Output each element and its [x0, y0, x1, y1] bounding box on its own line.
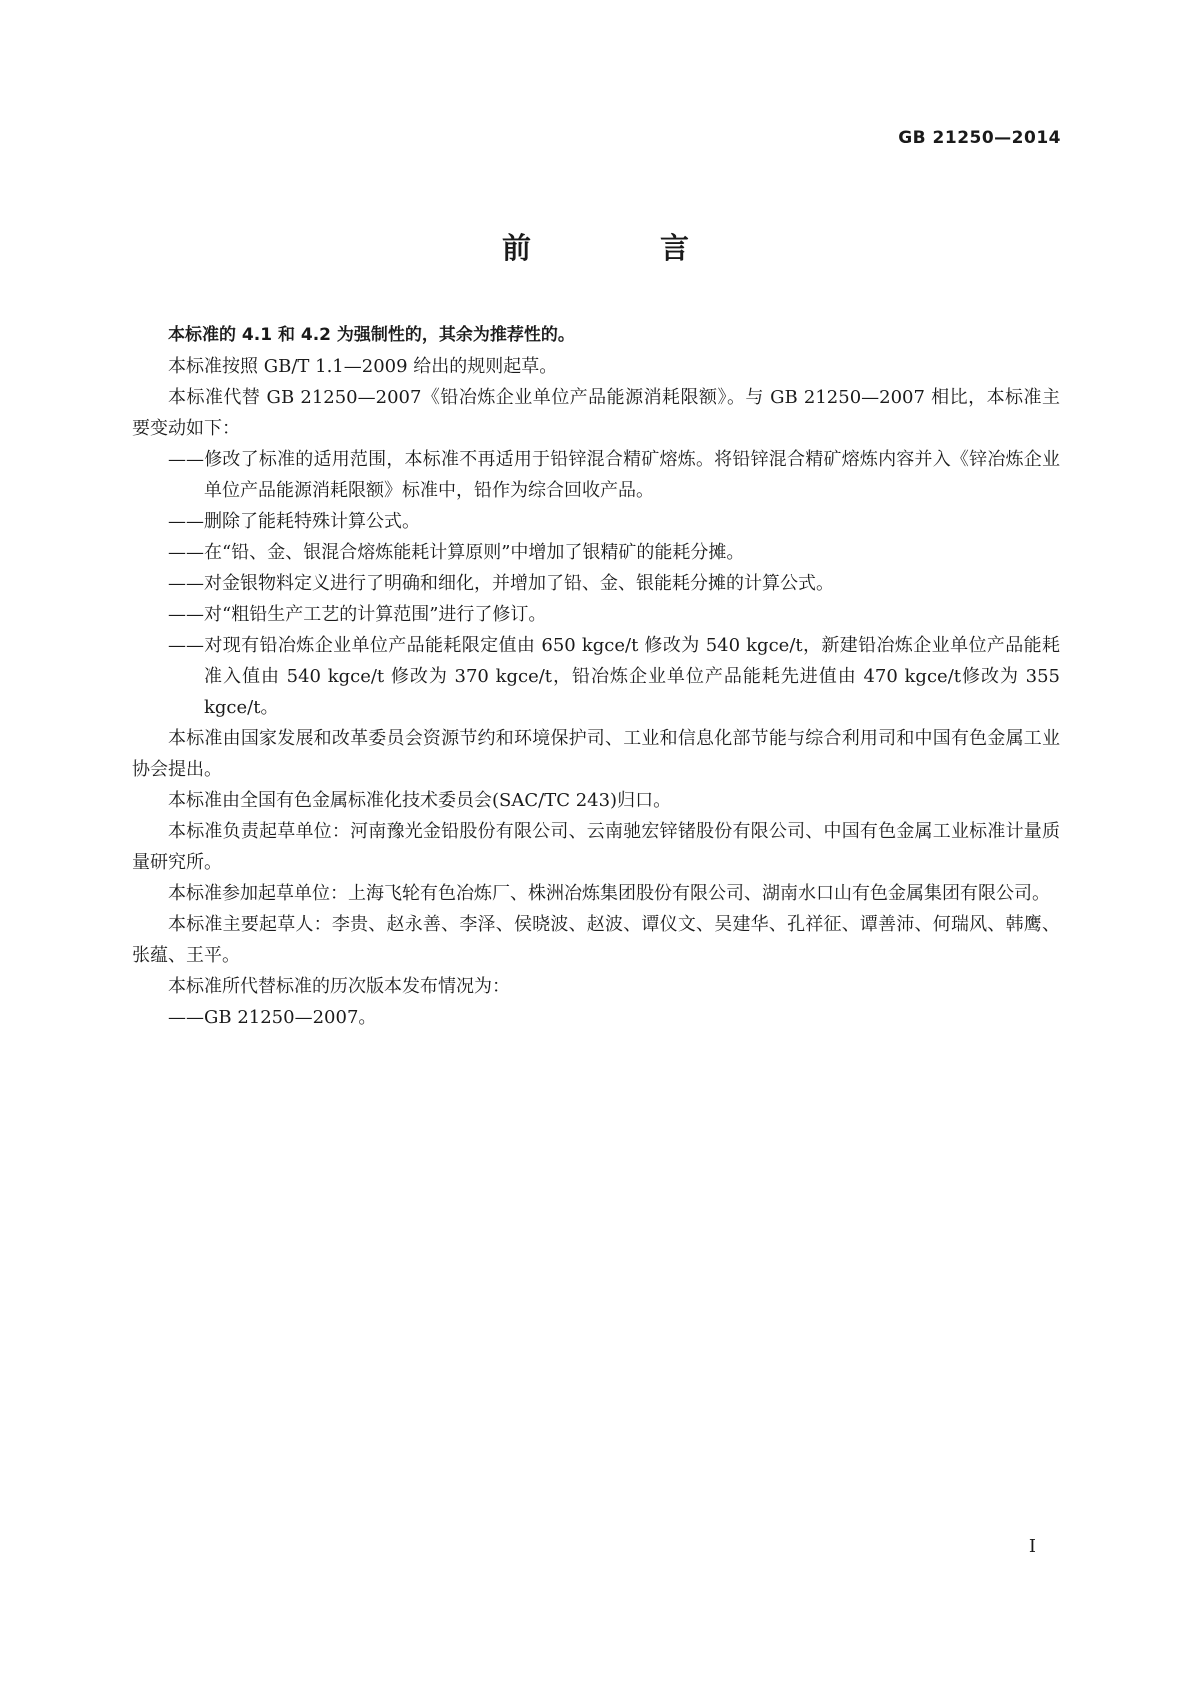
history-intro-paragraph: 本标准所代替标准的历次版本发布情况为：: [168, 976, 510, 997]
change-item: ——对“粗铅生产工艺的计算范围”进行了修订。: [168, 604, 547, 625]
page-title: 前 言: [501, 231, 739, 265]
change-item: ——对金银物料定义进行了明确和细化，并增加了铅、金、银能耗分摊的计算公式。: [168, 573, 834, 594]
standard-number: GB 21250—2014: [898, 128, 1061, 148]
change-item: ——修改了标准的适用范围，本标准不再适用于铅锌混合精矿熔炼。将铅锌混合精矿熔炼内容并入《锌冶炼企业单位产品能源消耗限额》标准中，铅作为综合回收产品。: [168, 449, 1060, 501]
participating-drafters-paragraph: 本标准参加起草单位：上海飞轮有色冶炼厂、株洲冶炼集团股份有限公司、湖南水口山有色金属集团有限公司。: [168, 883, 1050, 904]
change-item: ——对现有铅冶炼企业单位产品能耗限定值由 650 kgce/t 修改为 540 kgce/t，新建铅冶炼企业单位产品能耗准入值由 540 kgce/t 修改为 370 kgce/t，铅冶炼企业单位产品能耗先进值由 470 kgce/t修改为 355 kgce/t。: [168, 635, 1060, 718]
lead-drafters-paragraph: 本标准负责起草单位：河南豫光金铅股份有限公司、云南驰宏锌锗股份有限公司、中国有色金属工业标准计量质量研究所。: [132, 821, 1060, 873]
page-number: I: [1028, 1536, 1036, 1557]
proposer-paragraph: 本标准由国家发展和改革委员会资源节约和环境保护司、工业和信息化部节能与综合利用司和中国有色金属工业协会提出。: [132, 728, 1060, 780]
history-item: ——GB 21250—2007。: [168, 1007, 377, 1028]
change-item: ——删除了能耗特殊计算公式。: [168, 511, 420, 532]
mandatory-clause-statement: 本标准的 4.1 和 4.2 为强制性的，其余为推荐性的。: [168, 325, 575, 345]
drafting-rules-paragraph: 本标准按照 GB/T 1.1—2009 给出的规则起草。: [168, 356, 558, 377]
change-item: ——在“铅、金、银混合熔炼能耗计算原则”中增加了银精矿的能耗分摊。: [168, 542, 745, 563]
replacement-paragraph: 本标准代替 GB 21250—2007《铅冶炼企业单位产品能源消耗限额》。与 GB 21250—2007 相比，本标准主要变动如下：: [132, 387, 1060, 439]
main-drafters-paragraph: 本标准主要起草人：李贵、赵永善、李泽、侯晓波、赵波、谭仪文、吴建华、孔祥征、谭善沛、何瑞风、韩鹰、张蕴、王平。: [132, 914, 1060, 966]
preface-body: [132, 320, 1060, 1033]
committee-paragraph: 本标准由全国有色金属标准化技术委员会(SAC/TC 243)归口。: [168, 790, 672, 811]
